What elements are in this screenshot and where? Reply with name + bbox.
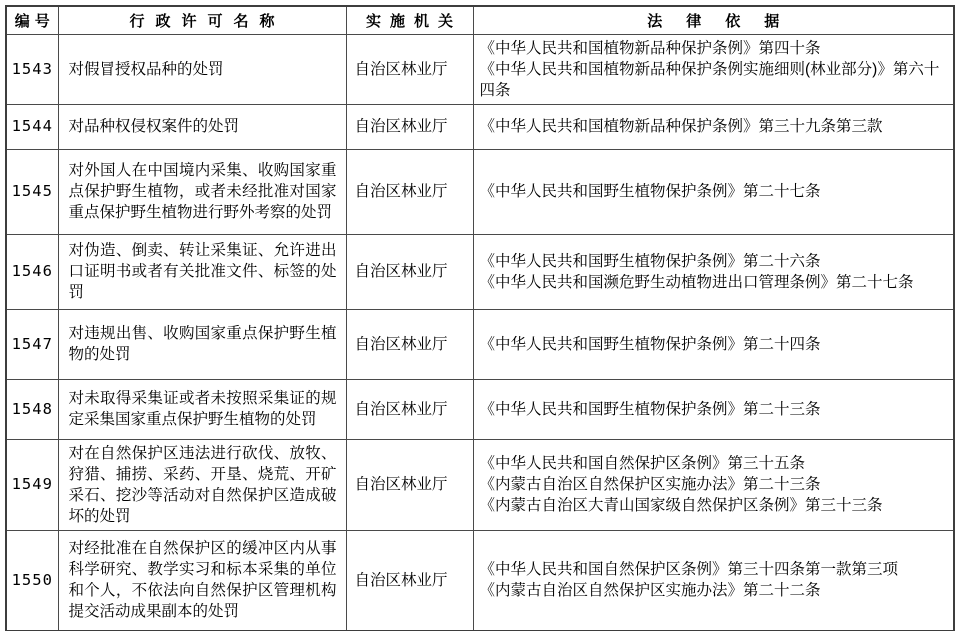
permit-name: 对在自然保护区违法进行砍伐、放牧、狩猎、捕捞、采药、开垦、烧荒、开矿采石、挖沙等活动对自然保护区造成破坏的处罚 — [58, 439, 346, 530]
table-row — [6, 379, 954, 439]
table-row — [6, 234, 954, 309]
legal-basis-line: 《中华人民共和国野生植物保护条例》第二十六条 — [479, 252, 821, 270]
header-permit-name: 行政许可名称 — [58, 6, 346, 34]
legal-basis-line: 《内蒙古自治区自然保护区实施办法》第二十二条 — [479, 582, 821, 600]
legal-basis-line: 《内蒙古自治区自然保护区实施办法》第二十三条 — [479, 476, 821, 493]
header-legal-basis: 法律依据 — [473, 6, 954, 34]
legal-basis — [473, 104, 954, 149]
table-body — [6, 34, 954, 631]
table-row — [6, 34, 954, 104]
table-row — [6, 309, 954, 379]
legal-basis — [473, 379, 954, 439]
table-header — [6, 6, 954, 34]
table-row — [6, 439, 954, 530]
header-agency: 实施机关 — [346, 6, 473, 34]
permit-id: 1549 — [6, 439, 58, 530]
legal-basis-line: 《中华人民共和国自然保护区条例》第三十四条第一款第三项 — [479, 561, 899, 579]
implementing-agency: 自治区林业厅 — [346, 309, 473, 379]
permit-id: 1543 — [6, 34, 58, 104]
legal-basis-line: 《中华人民共和国植物新品种保护条例实施细则(林业部分)》第六十四条 — [479, 60, 940, 99]
header-row — [6, 6, 954, 34]
implementing-agency: 自治区林业厅 — [346, 234, 473, 309]
legal-basis — [473, 149, 954, 234]
table-row — [6, 149, 954, 234]
permit-id: 1546 — [6, 234, 58, 309]
legal-basis-line: 《中华人民共和国野生植物保护条例》第二十四条 — [479, 335, 821, 353]
table-row — [6, 104, 954, 149]
legal-basis — [473, 530, 954, 631]
header-permit-id: 编号 — [6, 6, 58, 34]
implementing-agency: 自治区林业厅 — [346, 149, 473, 234]
legal-basis-line: 《中华人民共和国濒危野生动植物进出口管理条例》第二十七条 — [479, 273, 914, 291]
legal-basis — [473, 34, 954, 104]
permit-name: 对品种权侵权案件的处罚 — [58, 104, 346, 149]
permits-table — [5, 5, 955, 631]
table-row — [6, 530, 954, 631]
permit-id: 1550 — [6, 530, 58, 631]
permit-id: 1547 — [6, 309, 58, 379]
permit-id: 1544 — [6, 104, 58, 149]
permit-name: 对未取得采集证或者未按照采集证的规定采集国家重点保护野生植物的处罚 — [58, 379, 346, 439]
permit-name: 对外国人在中国境内采集、收购国家重点保护野生植物，或者未经批准对国家重点保护野生植物进行野外考察的处罚 — [58, 149, 346, 234]
legal-basis-line: 《中华人民共和国野生植物保护条例》第二十三条 — [479, 400, 821, 418]
implementing-agency: 自治区林业厅 — [346, 379, 473, 439]
permit-name: 对违规出售、收购国家重点保护野生植物的处罚 — [58, 309, 346, 379]
permit-name: 对经批准在自然保护区的缓冲区内从事科学研究、教学实习和标本采集的单位和个人，不依法向自然保护区管理机构提交活动成果副本的处罚 — [58, 530, 346, 631]
implementing-agency: 自治区林业厅 — [346, 34, 473, 104]
implementing-agency: 自治区林业厅 — [346, 530, 473, 631]
implementing-agency: 自治区林业厅 — [346, 104, 473, 149]
implementing-agency: 自治区林业厅 — [346, 439, 473, 530]
permit-id: 1545 — [6, 149, 58, 234]
permit-id: 1548 — [6, 379, 58, 439]
legal-basis-line: 《中华人民共和国植物新品种保护条例》第四十条 — [479, 39, 821, 57]
legal-basis — [473, 234, 954, 309]
legal-basis — [473, 309, 954, 379]
legal-basis-line: 《中华人民共和国野生植物保护条例》第二十七条 — [479, 183, 821, 200]
legal-basis-line: 《内蒙古自治区大青山国家级自然保护区条例》第三十三条 — [479, 497, 883, 514]
legal-basis — [473, 439, 954, 530]
permit-name: 对伪造、倒卖、转让采集证、允许进出口证明书或者有关批准文件、标签的处罚 — [58, 234, 346, 309]
legal-basis-line: 《中华人民共和国植物新品种保护条例》第三十九条第三款 — [479, 118, 883, 135]
permit-name: 对假冒授权品种的处罚 — [58, 34, 346, 104]
legal-basis-line: 《中华人民共和国自然保护区条例》第三十五条 — [479, 455, 806, 472]
